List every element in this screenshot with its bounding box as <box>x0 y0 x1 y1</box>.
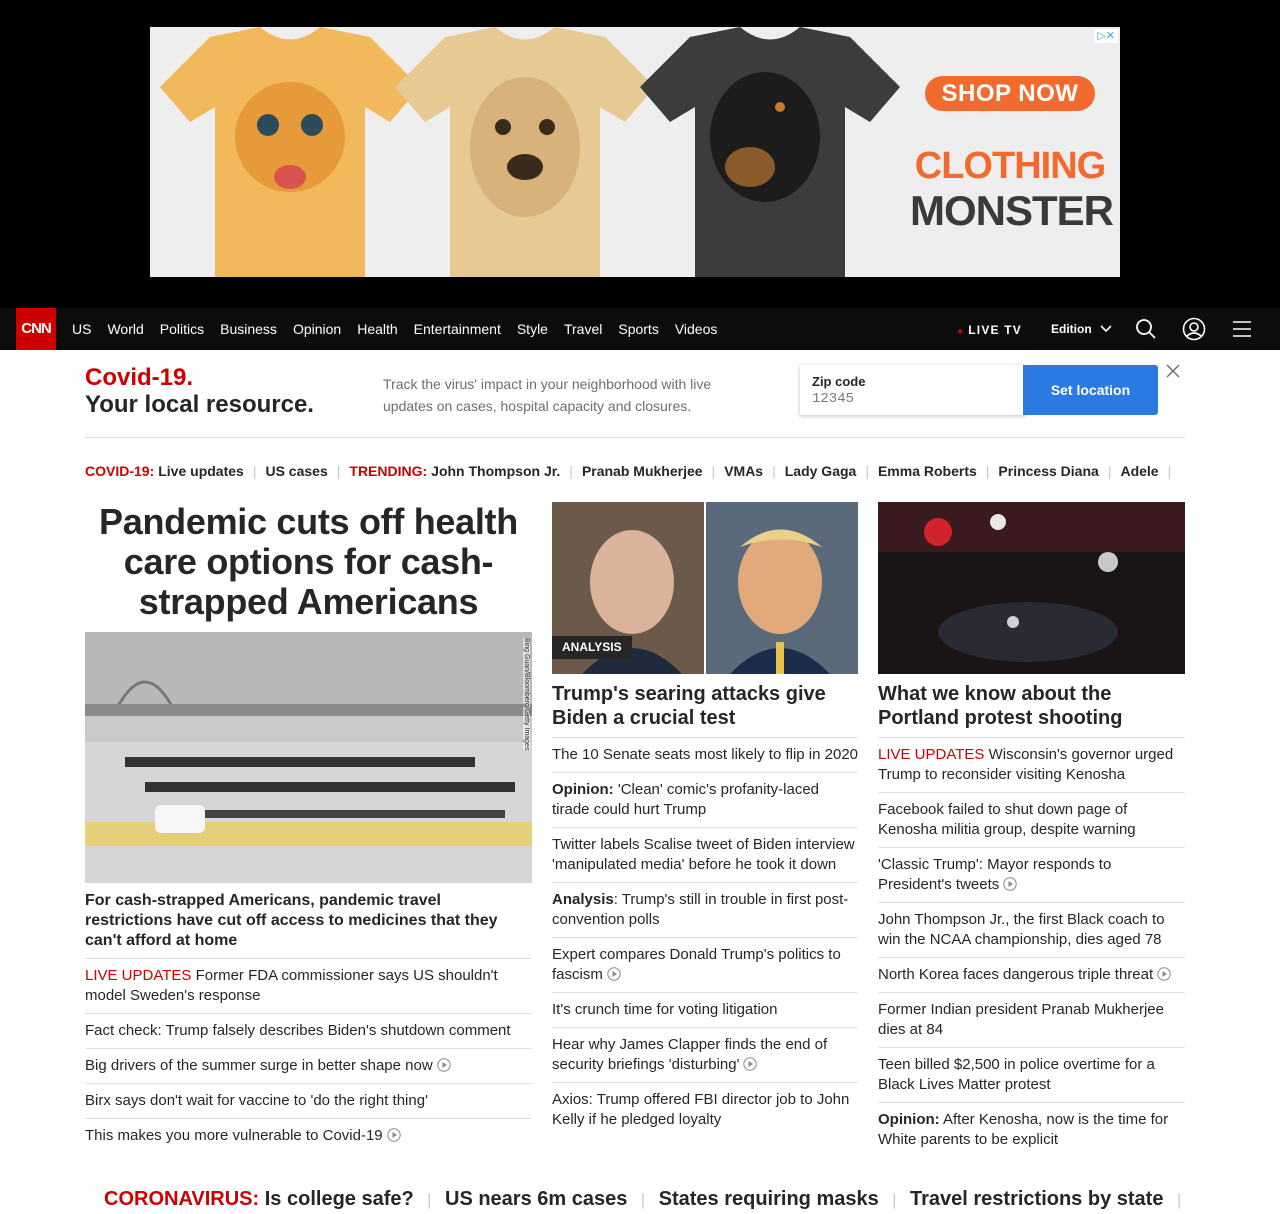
story-text: Expert compares Donald Trump's politics to fascism <box>552 946 841 983</box>
covid-title-red: Covid-19. <box>85 364 194 391</box>
trend-item-john-thompson[interactable]: John Thompson Jr. <box>431 463 561 479</box>
trend-item-us-cases[interactable]: US cases <box>265 463 328 479</box>
list-item[interactable] <box>85 1118 532 1153</box>
story-text: Big drivers of the summer surge in better shape now <box>85 1057 433 1074</box>
story-text: Birx says don't wait for vaccine to 'do the right thing' <box>85 1092 428 1109</box>
column-middle <box>552 502 858 1137</box>
coronavirus-label: CORONAVIRUS: <box>104 1188 260 1210</box>
list-item[interactable] <box>85 1083 532 1118</box>
trend-item-vmas[interactable]: VMAs <box>724 463 764 479</box>
user-icon[interactable] <box>1182 317 1206 341</box>
top-nav <box>0 308 1280 350</box>
separator: | <box>569 463 573 479</box>
coronavirus-item-travel[interactable]: Travel restrictions by state <box>910 1188 1164 1210</box>
separator: | <box>427 1192 432 1209</box>
nav-link-opinion[interactable]: Opinion <box>292 321 342 337</box>
column-left <box>85 502 532 1153</box>
play-icon <box>743 1057 757 1071</box>
list-item[interactable] <box>552 737 858 772</box>
zip-code-label: Zip code <box>812 374 866 389</box>
trending-label: TRENDING: <box>349 463 428 479</box>
nav-link-politics[interactable]: Politics <box>159 321 205 337</box>
ad-choices-icon[interactable]: ▷✕ <box>1094 29 1118 43</box>
nav-link-world[interactable]: World <box>107 321 144 337</box>
story-list-middle <box>552 737 858 1137</box>
trend-item-lady-gaga[interactable]: Lady Gaga <box>784 463 857 479</box>
live-tv-label: LIVE TV <box>968 323 1022 337</box>
list-item[interactable] <box>878 992 1185 1047</box>
shop-now-button[interactable]: SHOP NOW <box>925 76 1095 111</box>
coronavirus-item-college[interactable]: Is college safe? <box>264 1188 414 1210</box>
story-text: Axios: Trump offered FBI director job to John Kelly if he pledged loyalty <box>552 1091 850 1128</box>
play-icon <box>437 1058 451 1072</box>
ad-strip <box>0 0 1280 308</box>
story-text: Facebook failed to shut down page of Kenosha militia group, despite warning <box>878 801 1136 838</box>
menu-icon[interactable] <box>1230 317 1254 341</box>
list-item[interactable] <box>878 847 1185 902</box>
divider <box>85 437 1185 438</box>
image-credit: Bing Guan/Bloomberg/Getty Images <box>523 638 530 751</box>
nav-link-sports[interactable]: Sports <box>618 321 659 337</box>
story-text: Hear why James Clapper finds the end of security briefings 'disturbing' <box>552 1036 828 1073</box>
covid-title-dark: Your local resource. <box>85 391 314 418</box>
list-item[interactable] <box>878 1047 1185 1102</box>
list-item[interactable] <box>878 737 1185 792</box>
story-text: Teen billed $2,500 in police overtime for a Black Lives Matter protest <box>878 1056 1155 1093</box>
live-tv-link[interactable] <box>957 323 1022 337</box>
trend-item-pranab-mukherjee[interactable]: Pranab Mukherjee <box>581 463 703 479</box>
story-text: Wisconsin's governor urged Trump to reconsider visiting Kenosha <box>878 746 1174 783</box>
zip-code-box <box>800 365 1026 415</box>
list-item[interactable] <box>552 1082 858 1137</box>
story-text: 'Classic Trump': Mayor responds to President's tweets <box>878 856 1112 893</box>
separator: | <box>1167 463 1172 479</box>
separator: | <box>640 1192 646 1209</box>
list-item[interactable] <box>878 957 1185 992</box>
trend-item-princess-diana[interactable]: Princess Diana <box>998 463 1099 479</box>
story-text: Former FDA commissioner says US shouldn't model Sweden's response <box>85 967 498 1004</box>
list-item[interactable] <box>878 792 1185 847</box>
list-item[interactable] <box>878 902 1185 957</box>
list-item[interactable] <box>85 958 532 1013</box>
separator: | <box>711 463 716 479</box>
edition-label: Edition <box>1051 322 1092 336</box>
nav-link-us[interactable]: US <box>72 321 92 337</box>
story-text: : Trump's still in trouble in first post-convention polls <box>552 891 849 928</box>
list-item[interactable] <box>85 1048 532 1083</box>
nav-link-entertainment[interactable]: Entertainment <box>413 321 501 337</box>
covid-description: Track the virus' impact in your neighborhood with live updates on cases, hospital capacity and closures. <box>383 376 712 414</box>
list-item[interactable] <box>552 772 858 827</box>
set-location-button[interactable]: Set location <box>1023 365 1158 415</box>
chevron-down-icon <box>1100 325 1112 333</box>
story-text: It's crunch time for voting litigation <box>552 1001 778 1018</box>
trend-item-adele[interactable]: Adele <box>1120 463 1159 479</box>
trend-item-live-updates[interactable]: Live updates <box>158 463 244 479</box>
close-icon[interactable] <box>1164 362 1182 380</box>
trending-bar <box>85 461 1180 481</box>
coronavirus-item-masks[interactable]: States requiring masks <box>658 1188 879 1210</box>
right-headline[interactable]: What we know about the Portland protest shooting <box>878 683 1123 729</box>
border-crossing-image[interactable] <box>85 632 532 883</box>
covid-banner-title <box>85 364 314 418</box>
edition-dropdown[interactable] <box>1051 322 1112 336</box>
separator: | <box>1107 463 1112 479</box>
separator: | <box>985 463 990 479</box>
story-text: Former Indian president Pranab Mukherjee dies at 84 <box>878 1001 1164 1038</box>
live-updates-label: LIVE UPDATES <box>878 746 985 763</box>
column-right <box>878 502 1185 1157</box>
list-item[interactable] <box>552 937 858 992</box>
lead-story[interactable]: For cash-strapped Americans, pandemic travel restrictions have cut off access to medicines that they can't afford at home <box>85 892 498 949</box>
story-list-left <box>85 958 532 1153</box>
live-dot-icon: ● <box>957 326 965 337</box>
separator: | <box>892 1192 897 1209</box>
nav-links <box>64 308 725 350</box>
rottweiler-tshirt-image <box>630 27 910 277</box>
zip-code-input[interactable] <box>812 391 1002 407</box>
coronavirus-item-cases[interactable]: US nears 6m cases <box>445 1188 628 1210</box>
nav-link-style[interactable]: Style <box>516 321 548 337</box>
story-prefix: Opinion: <box>878 1111 940 1128</box>
separator: | <box>772 463 776 479</box>
covid-label: COVID-19: <box>85 463 155 479</box>
ad-banner[interactable] <box>150 27 1120 277</box>
list-item[interactable] <box>552 1027 858 1082</box>
separator: | <box>252 463 257 479</box>
list-item[interactable] <box>878 1102 1185 1157</box>
story-text: John Thompson Jr., the first Black coach to win the NCAA championship, dies aged 78 <box>878 911 1165 948</box>
nav-link-videos[interactable]: Videos <box>674 321 718 337</box>
dog-tshirt-image <box>385 27 665 277</box>
cnn-logo[interactable]: CNN <box>16 308 56 350</box>
story-text: Fact check: Trump falsely describes Biden's shutdown comment <box>85 1022 511 1039</box>
list-item[interactable] <box>85 1013 532 1048</box>
separator: | <box>865 463 869 479</box>
search-icon[interactable] <box>1134 317 1158 341</box>
nav-link-health[interactable]: Health <box>357 321 398 337</box>
story-text: Twitter labels Scalise tweet of Biden interview 'manipulated media' before he took it down <box>552 836 855 873</box>
separator: | <box>336 463 341 479</box>
nav-link-travel[interactable]: Travel <box>563 321 603 337</box>
trend-item-emma-roberts[interactable]: Emma Roberts <box>877 463 977 479</box>
play-icon <box>1157 967 1171 981</box>
story-text: The 10 Senate seats most likely to flip in 2020 <box>552 746 859 763</box>
middle-headline[interactable]: Trump's searing attacks give Biden a crucial test <box>552 683 826 729</box>
play-icon <box>387 1128 401 1142</box>
play-icon <box>607 967 621 981</box>
story-prefix: Analysis <box>552 891 614 908</box>
separator: | <box>1177 1192 1182 1209</box>
list-item[interactable] <box>552 882 858 937</box>
coronavirus-strip <box>104 1186 1189 1214</box>
story-list-right <box>878 737 1185 1157</box>
analysis-badge: ANALYSIS <box>552 636 632 659</box>
portland-protest-image[interactable] <box>878 502 1185 674</box>
story-text: After Kenosha, now is the time for White parents to be explicit <box>878 1111 1169 1148</box>
main-headline[interactable]: Pandemic cuts off health care options for cash-strapped Americans <box>99 501 518 622</box>
story-text: 'Clean' comic's profanity-laced tirade could hurt Trump <box>552 781 819 818</box>
ad-brand-line2: MONSTER <box>910 187 1113 234</box>
story-prefix: Opinion: <box>552 781 614 798</box>
live-updates-label: LIVE UPDATES <box>85 967 192 984</box>
list-item[interactable] <box>552 827 858 882</box>
story-text: This makes you more vulnerable to Covid-19 <box>85 1127 383 1144</box>
story-text: North Korea faces dangerous triple threat <box>878 966 1154 983</box>
list-item[interactable] <box>552 992 858 1027</box>
play-icon <box>1003 877 1017 891</box>
biden-trump-image[interactable] <box>552 502 858 674</box>
nav-link-business[interactable]: Business <box>220 321 277 337</box>
ad-brand-line1: CLOTHING <box>914 145 1106 187</box>
